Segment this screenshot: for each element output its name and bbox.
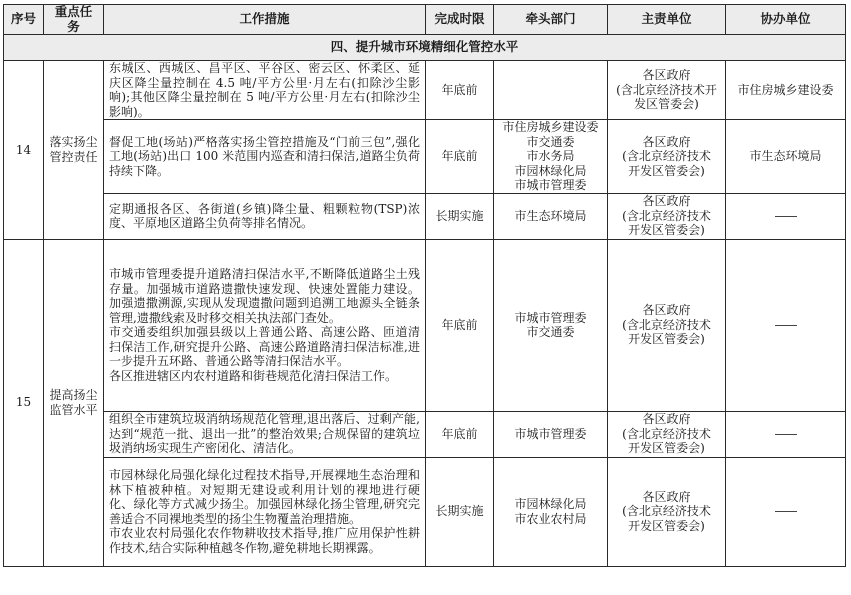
measures-cell [104, 239, 426, 411]
main-unit: (含北京经济技术 [622, 504, 711, 519]
lead-cell [494, 61, 608, 120]
main-unit: 各区政府 [642, 489, 691, 504]
empty-dash [775, 511, 797, 512]
table-row [4, 457, 846, 566]
main-unit: 各区政府 [642, 68, 691, 83]
table-row [4, 411, 846, 457]
deadline-cell: 年底前 [426, 120, 494, 194]
main-unit: 各区政府 [642, 412, 691, 427]
task-seq: 14 [4, 61, 44, 240]
empty-dash [775, 325, 797, 326]
table-row [4, 61, 846, 120]
main-unit: (含北京经济技术开发区管委会) [616, 82, 717, 112]
table-row [4, 120, 846, 194]
table-row [4, 239, 846, 411]
lead-department: 市园林绿化局 [514, 163, 587, 178]
measure-paragraph: 定期通报各区、各街道(乡镇)降尘量、粗颗粒物(TSP)浓度、平原地区道路尘负荷等排名情况。 [109, 201, 420, 230]
header-main: 主责单位 [608, 5, 726, 35]
assist-cell [726, 193, 846, 239]
section-title: 四、提升城市环境精细化管控水平 [4, 35, 846, 61]
lead-cell [494, 193, 608, 239]
lead-cell [494, 411, 608, 457]
measure-paragraph: 市城市管理委提升道路清扫保洁水平,不断降低道路尘土残存量。加强城市道路遗撒快速发现、快速处置能力建设。加强遗撒溯源,实现从发现遗撒问题到追溯工地源头全链条管理,遗撒线索及时移交相关执法部门查处。 [109, 267, 420, 325]
lead-department: 市交通委 [526, 134, 575, 149]
main-unit: (含北京经济技术 [622, 208, 711, 223]
lead-department: 市园林绿化局 [514, 497, 587, 511]
assist-cell [726, 61, 846, 120]
main-cell [608, 120, 726, 194]
assist-cell [726, 239, 846, 411]
main-unit: 各区政府 [642, 134, 691, 149]
main-cell [608, 193, 726, 239]
measure-paragraph: 市农业农村局强化农作物耕收技术指导,推广应用保护性耕作技术,结合实际种植越冬作物,避免耕地长期裸露。 [109, 526, 420, 555]
measures-cell [104, 457, 426, 566]
deadline-cell: 年底前 [426, 61, 494, 120]
assist-unit: 市生态环境局 [749, 149, 822, 163]
header-task: 重点任务 [44, 5, 104, 35]
lead-department: 市住房城乡建设委 [502, 120, 599, 134]
main-unit: 开发区管委会) [628, 332, 705, 347]
main-unit: 开发区管委会) [628, 518, 705, 533]
main-unit: 各区政府 [642, 194, 691, 209]
measures-cell [104, 61, 426, 120]
assist-cell [726, 411, 846, 457]
empty-dash [775, 434, 797, 435]
lead-department: 市城市管理委 [514, 178, 587, 192]
main-cell [608, 411, 726, 457]
lead-department: 市农业农村局 [514, 511, 587, 526]
header-deadline: 完成时限 [426, 5, 494, 35]
measures-cell [104, 193, 426, 239]
header-seq: 序号 [4, 5, 44, 35]
main-unit: (含北京经济技术 [622, 149, 711, 163]
header-measures: 工作措施 [104, 5, 426, 35]
measures-cell [104, 411, 426, 457]
measure-paragraph: 市交通委组织加强县级以上普通公路、高速公路、匝道清扫保洁工作,研究提升公路、高速公路道路清扫保洁标准,进一步提升五环路、普通公路等清扫保洁水平。 [109, 325, 420, 368]
header-lead: 牵头部门 [494, 5, 608, 35]
lead-department: 市城市管理委 [514, 310, 587, 325]
lead-department: 市生态环境局 [514, 208, 587, 223]
assist-cell [726, 120, 846, 194]
lead-department: 市水务局 [526, 149, 575, 163]
main-cell [608, 61, 726, 120]
task-name: 落实扬尘管控责任 [44, 61, 104, 240]
deadline-cell: 年底前 [426, 239, 494, 411]
deadline-cell: 长期实施 [426, 193, 494, 239]
lead-department: 市城市管理委 [514, 426, 587, 441]
lead-department: 市交通委 [526, 325, 575, 339]
deadline-cell: 年底前 [426, 411, 494, 457]
lead-cell [494, 120, 608, 194]
main-unit: (含北京经济技术 [622, 317, 711, 332]
main-unit: 开发区管委会) [628, 441, 705, 456]
main-unit: 开发区管委会) [628, 163, 705, 178]
task-seq: 15 [4, 239, 44, 566]
main-cell [608, 457, 726, 566]
main-cell [608, 239, 726, 411]
section-row [4, 35, 846, 61]
measure-paragraph: 督促工地(场站)严格落实扬尘管控措施及“门前三包”,强化工地(场站)出口 100 米范围内巡查和清扫保洁,道路尘负荷持续下降。 [109, 134, 420, 178]
lead-cell [494, 457, 608, 566]
assist-cell [726, 457, 846, 566]
measure-paragraph: 组织全市建筑垃圾消纳场规范化管理,退出落后、过剩产能,达到“规范一批、退出一批”的整治效果;合规保留的建筑垃圾消纳场实现生产密闭化、清洁化。 [109, 412, 420, 456]
measure-paragraph: 市园林绿化局强化绿化过程技术指导,开展裸地生态治理和林下植被种植。对短期无建设或利用计划的裸地进行硬化、绿化等方式减少扬尘。加强园林绿化扬尘管理,研究完善适合不同裸地类型的扬尘生物覆盖治理措施。 [109, 468, 420, 526]
header-assist: 协办单位 [726, 5, 846, 35]
main-unit: (含北京经济技术 [622, 426, 711, 441]
header-row [4, 5, 846, 35]
deadline-cell: 长期实施 [426, 457, 494, 566]
task-name: 提高扬尘监管水平 [44, 239, 104, 566]
lead-cell [494, 239, 608, 411]
measures-cell [104, 120, 426, 194]
assist-unit: 市住房城乡建设委 [737, 82, 834, 97]
task-table [3, 4, 846, 567]
main-unit: 各区政府 [642, 303, 691, 318]
main-unit: 开发区管委会) [628, 223, 705, 238]
measure-paragraph: 各区推进辖区内农村道路和街巷规范化清扫保洁工作。 [109, 368, 398, 383]
table-row [4, 193, 846, 239]
measure-paragraph: 东城区、西城区、昌平区、平谷区、密云区、怀柔区、延庆区降尘量控制在 4.5 吨/平方公里·月左右(扣除沙尘影响);其他区降尘量控制在 5 吨/平方公里·月左右(扣除沙尘影响)。 [109, 61, 420, 119]
empty-dash [775, 216, 797, 217]
